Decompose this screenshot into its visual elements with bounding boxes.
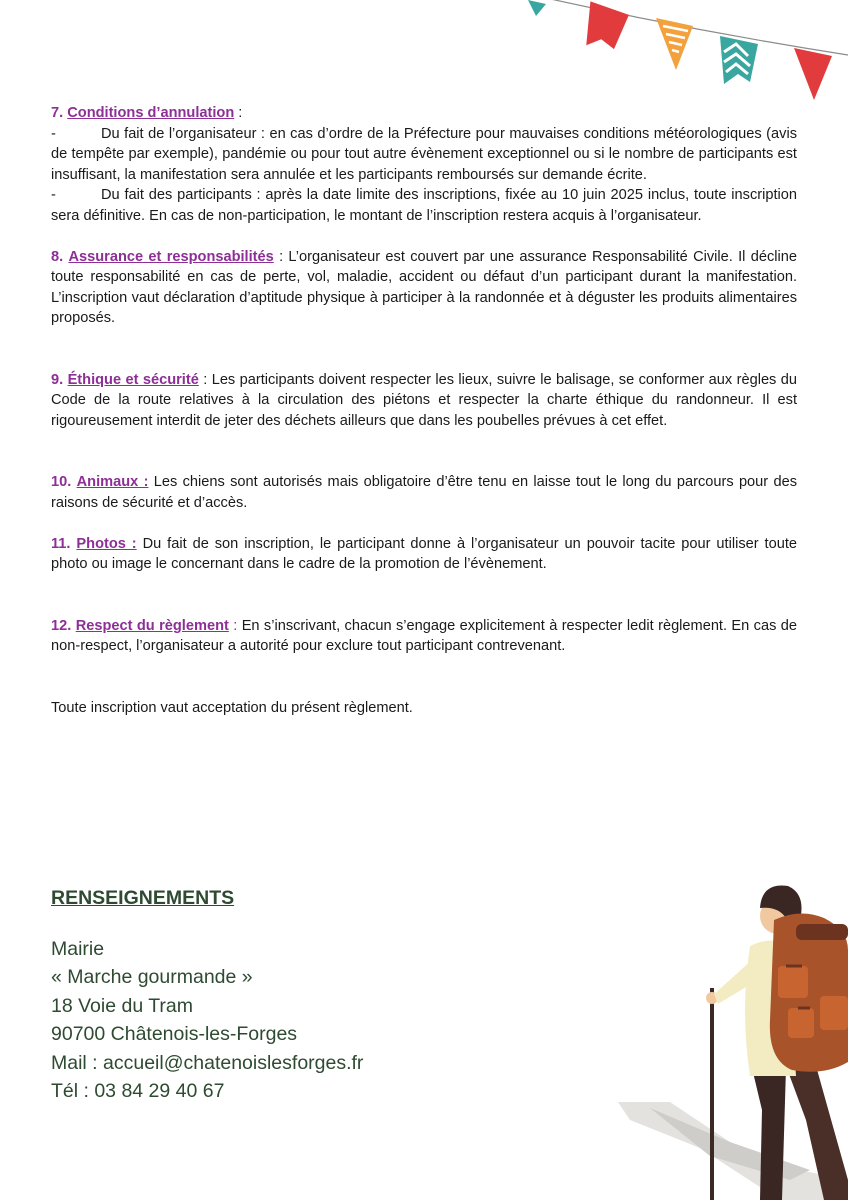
section-10: 10. Animaux : Les chiens sont autorisés mais obligatoire d’être tenu en laisse tout le long du parcours pour des raisons de sécurité et d’accès. [51,474,798,511]
section-number: 7. [51,105,64,121]
section-title: Animaux : [76,474,149,490]
bullet-item: - Du fait des participants : après la date limite des inscriptions, fixée au 10 juin 2025 inclus, toute inscription sera définitive. En cas de non-participation, le montant de l’inscription restera acquis à l’organisateur. [51,187,797,224]
bunting-decoration-icon [528,0,848,110]
hiker-illustration-icon [610,880,848,1200]
info-line: 90700 Châtenois-les-Forges [51,1023,298,1045]
info-heading: RENSEIGNEMENTS [51,887,235,909]
section-number: 9. [51,371,64,388]
contact-info [51,884,551,1106]
section-9: 9. Éthique et sécurité : Les participants doivent respecter les lieux, suivre le balisage, se conformer aux règles du Code de la route relatives à la circulation des piétons et respecter la charte éthique du randonneur. Il est rigoureusement interdit de jeter des déchets ailleurs que dans les poubelles prévues à cet effet. [51,371,797,429]
bunting-flag-icon [656,18,693,70]
section-12: 12. Respect du règlement : En s’inscrivant, chacun s’engage explicitement à respecter ledit règlement. En cas de non-respect, l’organisateur a autorité pour exclure tout participant contrevenant. [51,617,798,654]
bullet-item: - Du fait de l’organisateur : en cas d’ordre de la Préfecture pour mauvaises conditions météorologiques (avis de tempête par exemple), pandémie ou pour tout autre évènement exceptionnel ou si le nombre de participants est insuffisant, la manifestation sera annulée et les participants remboursés sur demande écrite. [51,125,797,183]
phone-line: Tél : 03 84 29 40 67 [51,1080,225,1102]
section-number: 11. [51,535,71,552]
section-title: Éthique et sécurité [67,371,199,388]
info-line: « Marche gourmande » [51,966,253,988]
bunting-flag-icon [584,1,630,50]
bunting-flag-icon [528,0,546,16]
section-number: 12. [51,617,72,634]
section-title: Conditions d’annulation [67,105,235,121]
info-line: Mairie [51,937,105,960]
closing-statement: Toute inscription vaut acceptation du présent règlement. [51,699,413,716]
info-line: 18 Voie du Tram [51,994,194,1017]
section-title: Photos : [76,535,137,552]
section-title: Assurance et responsabilités [68,248,274,265]
bunting-flag-icon [794,48,832,100]
section-number: 10. [51,474,72,490]
rules-content [51,103,797,718]
section-7: 7. Conditions d’annulation : [51,105,243,121]
email-line: Mail : accueil@chatenoislesforges.fr [51,1051,364,1074]
section-8: 8. Assurance et responsabilités : L’organisateur est couvert par une assurance Responsabilité Civile. Il décline toute responsabilité en cas de perte, vol, maladie, accident ou défaut d’un participant durant la manifestation. L’inscription vaut déclaration d’aptitude physique à participer à la randonnée et à déguster les produits alimentaires proposés. [51,248,797,326]
section-11: 11. Photos : Du fait de son inscription, le participant donne à l’organisateur un pouvoir tacite pour utiliser toute photo ou image le concernant dans le cadre de la promotion de l’évènement. [51,535,797,572]
section-number: 8. [51,248,64,265]
bunting-flag-icon [720,36,758,84]
section-title: Respect du règlement [75,617,229,634]
